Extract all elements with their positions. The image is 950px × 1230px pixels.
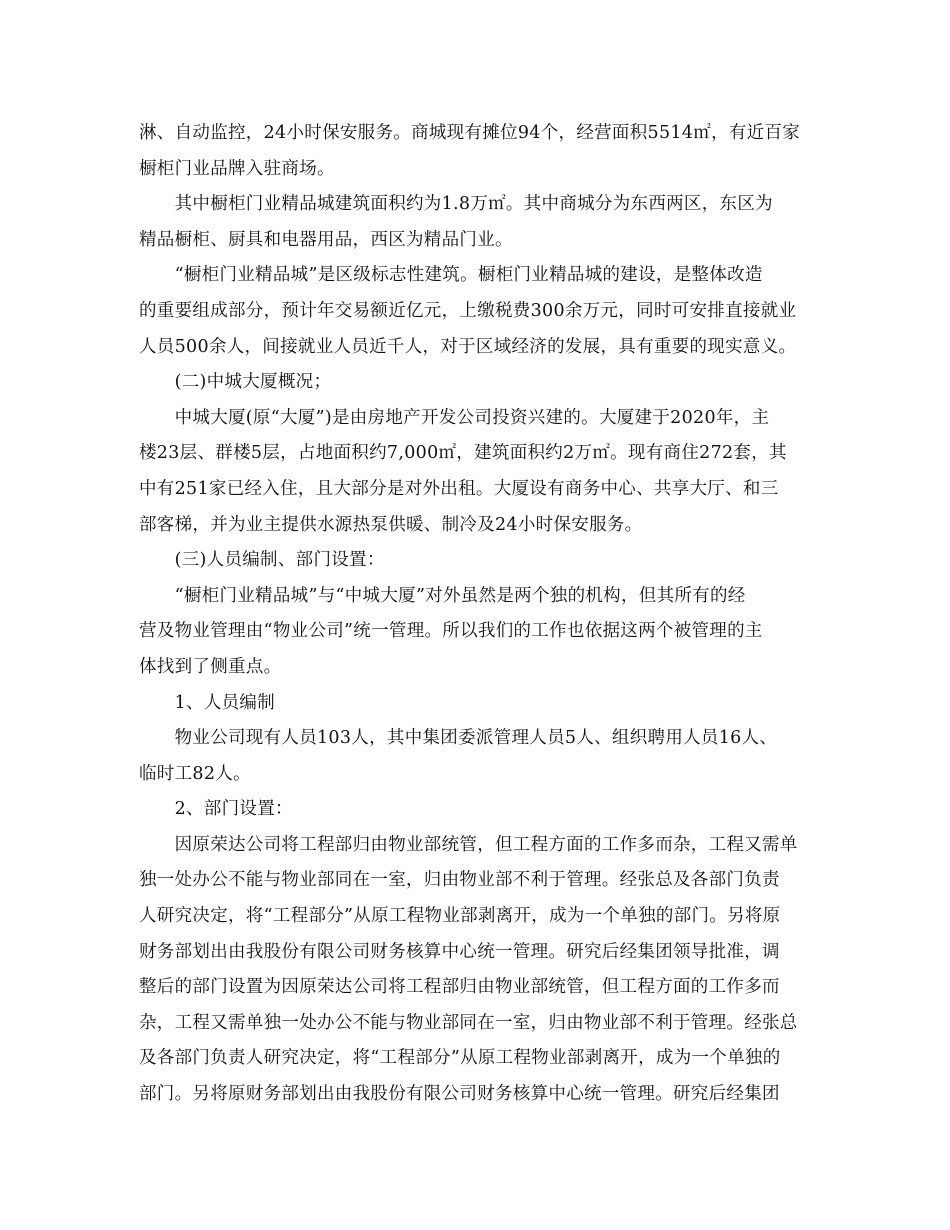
text-line: 独一处办公不能与物业部同在一室，归由物业部不利于管理。经张总及各部门负责 <box>139 870 780 891</box>
text-line: 其中橱柜门业精品城建筑面积约为1.8万㎡。其中商城分为东西两区，东区为 <box>139 194 773 215</box>
section-heading: (三)人员编制、部门设置： <box>139 550 385 571</box>
text-line: 杂，工程又需单独一处办公不能与物业部同在一室，归由物业部不利于管理。经张总 <box>139 1012 798 1033</box>
text-line: 财务部划出由我股份有限公司财务核算中心统一管理。研究后经集团领导批准，调 <box>139 941 780 962</box>
text-line: 人员500余人，间接就业人员近千人，对于区域经济的发展，具有重要的现实意义。 <box>139 336 797 357</box>
text-line: “橱柜门业精品城”与“中城大厦”对外虽然是两个独的机构，但其所有的经 <box>139 585 746 606</box>
text-line: 体找到了侧重点。 <box>139 656 282 677</box>
text-line: 人研究决定，将“工程部分”从原工程物业部剥离开，成为一个单独的部门。另将原 <box>139 906 781 927</box>
text-line: “橱柜门业精品城”是区级标志性建筑。橱柜门业精品城的建设，是整体改造 <box>139 265 763 286</box>
text-line: 及各部门负责人研究决定，将“工程部分”从原工程物业部剥离开，成为一个单独的 <box>139 1048 781 1069</box>
text-line: 的重要组成部分，预计年交易额近亿元，上缴税费300余万元，同时可安排直接就业 <box>139 300 797 321</box>
text-line: 楼23层、群楼5层，占地面积约7,000㎡，建筑面积约2万㎡。现有商住272套，其 <box>139 443 787 464</box>
text-line: 橱柜门业品牌入驻商场。 <box>139 158 335 179</box>
text-line: 营及物业管理由“物业公司”统一管理。所以我们的工作也依据这两个被管理的主 <box>139 621 763 642</box>
section-heading: (二)中城大厦概况； <box>139 372 332 393</box>
text-line: 精品橱柜、厨具和电器用品，西区为精品门业。 <box>139 229 513 250</box>
text-line: 因原荣达公司将工程部归由物业部统管，但工程方面的工作多而杂，工程又需单 <box>139 834 798 855</box>
text-line: 物业公司现有人员103人，其中集团委派管理人员5人、组织聘用人员16人、 <box>139 728 778 749</box>
subsection-heading: 1、人员编制 <box>139 692 276 713</box>
text-line: 淋、自动监控，24小时保安服务。商城现有摊位94个，经营面积5514㎡，有近百家 <box>139 123 801 143</box>
text-line: 中有251家已经入住，且大部分是对外出租。大厦设有商务中心、共享大厅、和三 <box>139 478 779 499</box>
text-line: 中城大厦(原“大厦”)是由房地产开发公司投资兴建的。大厦建于2020年，主 <box>139 407 770 428</box>
text-line: 部门。另将原财务部划出由我股份有限公司财务核算中心统一管理。研究后经集团 <box>139 1084 780 1105</box>
text-line: 整后的部门设置为因原荣达公司将工程部归由物业部统管，但工程方面的工作多而 <box>139 977 780 998</box>
text-line: 部客梯，并为业主提供水源热泵供暖、制冷及24小时保安服务。 <box>139 514 643 535</box>
document-body <box>139 116 811 1113</box>
subsection-heading: 2、部门设置： <box>139 799 293 820</box>
text-line: 临时工82人。 <box>139 763 251 784</box>
